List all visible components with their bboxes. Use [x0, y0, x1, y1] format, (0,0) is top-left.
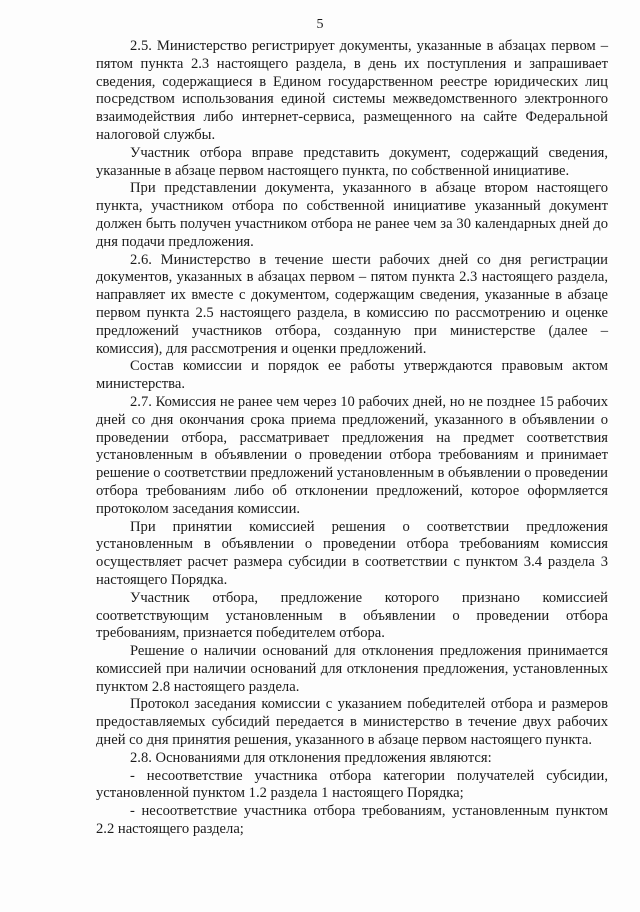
list-item: - несоответствие участника отбора требованиям, установленным пунктом 2.2 настоящего раздела; [96, 803, 608, 838]
list-item: - несоответствие участника отбора категории получателей субсидии, установленной пунктом 1.2 раздела 1 настоящего Порядка; [96, 767, 608, 802]
paragraph: Решение о наличии оснований для отклонения предложения принимается комиссией при наличии оснований для отклонения предложения, установленных пунктом 2.8 настоящего раздела. [96, 643, 608, 695]
paragraph: При представлении документа, указанного в абзаце втором настоящего пункта, участником отбора по собственной инициативе указанный документ должен быть получен участником отбора не ранее чем за 30 календарных дней до дня подачи предложения. [96, 180, 608, 250]
document-body [96, 38, 608, 839]
paragraph-2-6: 2.6. Министерство в течение шести рабочих дней со дня регистрации документов, указанных в абзацах первом – пятом пункта 2.3 настоящего раздела, направляет их вместе с документом, содержащим сведения, указанные в абзаце первом пункта 2.5 настоящего раздела, в комиссию по рассмотрению и оценке предложений участников отбора, созданную при министерстве (далее – комиссия), для рассмотрения и оценки предложений. [96, 251, 608, 357]
paragraph: При принятии комиссией решения о соответствии предложения установленным в объявлении о проведении отбора требованиям комиссия осуществляет расчет размера субсидии в соответствии с пунктом 3.4 раздела 3 настоящего Порядка. [96, 518, 608, 588]
paragraph: Протокол заседания комиссии с указанием победителей отбора и размеров предоставляемых субсидий передается в министерство в течение двух рабочих дней со дня принятия решения, указанного в абзаце первом настоящего пункта. [96, 696, 608, 749]
paragraph-2-5: 2.5. Министерство регистрирует документы, указанные в абзацах первом – пятом пункта 2.3 настоящего раздела, в день их поступления и запрашивает сведения, содержащиеся в Едином государственном реестре юридических лиц посредством использования единой системы межведомственного электронного взаимодействия либо интернет-сервиса, размещенного на сайте Федеральной налоговой службы. [96, 38, 608, 143]
paragraph-2-7: 2.7. Комиссия не ранее чем через 10 рабочих дней, но не позднее 15 рабочих дней со дня окончания срока приема предложений, указанного в объявлении о проведении отбора, рассматривает предложения на предмет соответствия установленным в объявлении о проведении отбора требованиям и принимает решение о соответствии предложений установленным в объявлении о проведении отбора требованиям либо об отклонении предложений, которое оформляется протоколом заседания комиссии. [96, 393, 608, 517]
page-number: 5 [316, 17, 324, 32]
paragraph: Участник отбора, предложение которого признано комиссией соответствующим установленным в объявлении о проведении отбора требованиям, признается победителем отбора. [96, 589, 608, 642]
paragraph-2-8: 2.8. Основаниями для отклонения предложения являются: [130, 749, 492, 766]
paragraph: Состав комиссии и порядок ее работы утверждаются правовым актом министерства. [96, 358, 608, 393]
paragraph: Участник отбора вправе представить документ, содержащий сведения, указанные в абзаце первом настоящего пункта, по собственной инициативе. [96, 144, 608, 179]
